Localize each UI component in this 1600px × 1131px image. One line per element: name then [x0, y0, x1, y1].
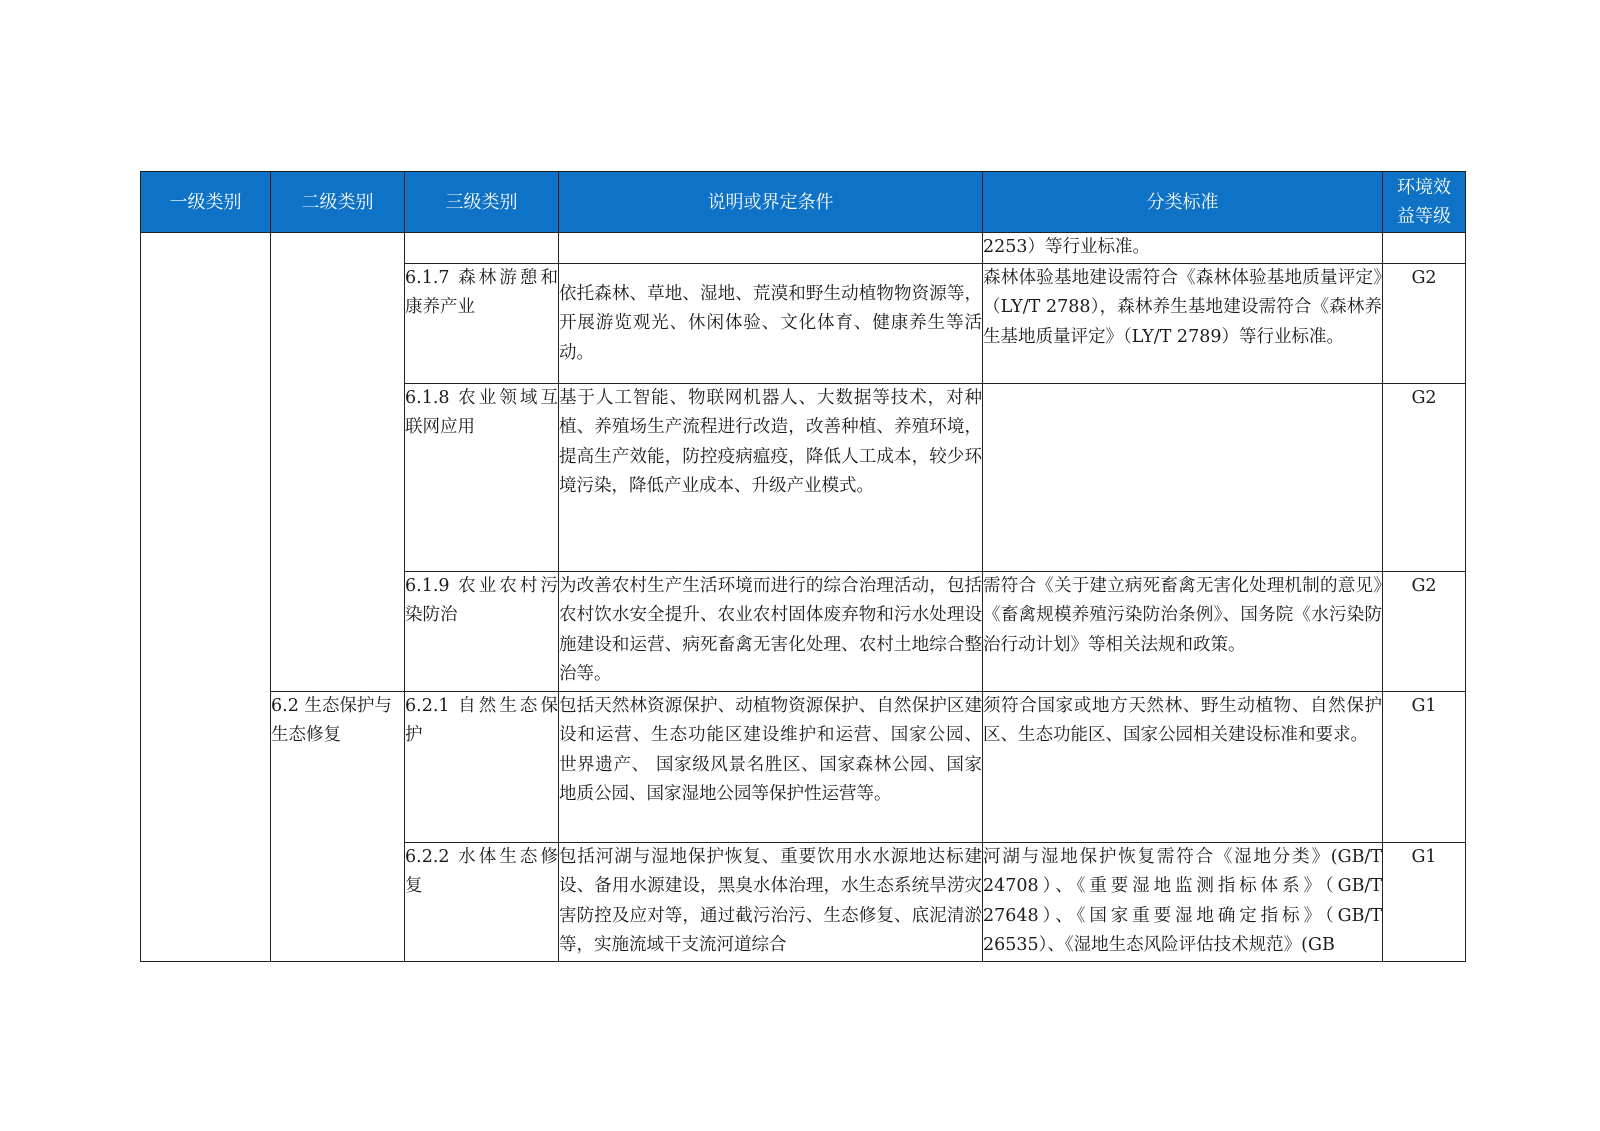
grade-cell: G2: [1383, 383, 1466, 571]
description-cell: 为改善农村生产生活环境而进行的综合治理活动，包括农村饮水安全提升、农业农村固体废弃物和污水处理设施建设和运营、病死畜禽无害化处理、农村土地综合整治等。: [559, 571, 983, 691]
description-cell: 依托森林、草地、湿地、荒漠和野生动植物物资源等，开展游览观光、休闲体验、文化体育、健康养生等活动。: [559, 263, 983, 383]
level3-cell-continuation: [405, 233, 559, 264]
grade-cell-continuation: [1383, 233, 1466, 264]
standard-cell: [983, 383, 1383, 571]
level3-cell: 6.1.7 森林游憩和康养产业: [405, 263, 559, 383]
description-cell-continuation: [559, 233, 983, 264]
level3-cell: 6.2.2 水体生态修复: [405, 842, 559, 961]
description-cell: 基于人工智能、物联网机器人、大数据等技术，对种植、养殖场生产流程进行改造，改善种植、养殖环境，提高生产效能，防控疫病瘟疫，降低人工成本，较少环境污染，降低产业成本、升级产业模式。: [559, 383, 983, 571]
header-description: 说明或界定条件: [559, 172, 983, 233]
standard-cell: 森林体验基地建设需符合《森林体验基地质量评定》（LY/T 2788），森林养生基地建设需符合《森林养生基地质量评定》（LY/T 2789）等行业标准。: [983, 263, 1383, 383]
header-level3: 三级类别: [405, 172, 559, 233]
grade-cell: G2: [1383, 263, 1466, 383]
grade-cell: G2: [1383, 571, 1466, 691]
standard-cell: 需符合《关于建立病死畜禽无害化处理机制的意见》《畜禽规模养殖污染防治条例》、国务院《水污染防治行动计划》等相关法规和政策。: [983, 571, 1383, 691]
level2-cell-6-2: 6.2 生态保护与生态修复: [271, 691, 405, 961]
grade-cell: G1: [1383, 691, 1466, 842]
header-row: [141, 172, 1466, 233]
standard-cell: 须符合国家或地方天然林、野生动植物、自然保护区、生态功能区、国家公园相关建设标准和要求。: [983, 691, 1383, 842]
header-level2: 二级类别: [271, 172, 405, 233]
grade-cell: G1: [1383, 842, 1466, 961]
table-row-continuation: [141, 233, 1466, 264]
table-row: [141, 691, 1466, 842]
level3-cell: 6.2.1 自然生态保护: [405, 691, 559, 842]
header-level1: 一级类别: [141, 172, 271, 233]
description-cell: 包括河湖与湿地保护恢复、重要饮用水水源地达标建设、备用水源建设，黑臭水体治理，水生态系统旱涝灾害防控及应对等，通过截污治污、生态修复、底泥清淤等，实施流域干支流河道综合: [559, 842, 983, 961]
level2-cell-6-1: [271, 233, 405, 692]
header-standard: 分类标准: [983, 172, 1383, 233]
level1-cell: [141, 233, 271, 962]
classification-table: [140, 171, 1466, 962]
standard-cell-continuation: 2253）等行业标准。: [983, 233, 1383, 264]
standard-cell: 河湖与湿地保护恢复需符合《湿地分类》(GB/T 24708）、《重要湿地监测指标体系》（GB/T 27648）、《国家重要湿地确定指标》（GB/T 26535）、《湿地生态风险评估技术规范》(GB: [983, 842, 1383, 961]
level3-cell: 6.1.9 农业农村污染防治: [405, 571, 559, 691]
level3-cell: 6.1.8 农业领域互联网应用: [405, 383, 559, 571]
description-cell: 包括天然林资源保护、动植物资源保护、自然保护区建设和运营、生态功能区建设维护和运营、国家公园、 世界遗产、 国家级风景名胜区、国家森林公园、国家地质公园、国家湿地公园等保护性运营等。: [559, 691, 983, 842]
header-grade: 环境效益等级: [1383, 172, 1466, 233]
